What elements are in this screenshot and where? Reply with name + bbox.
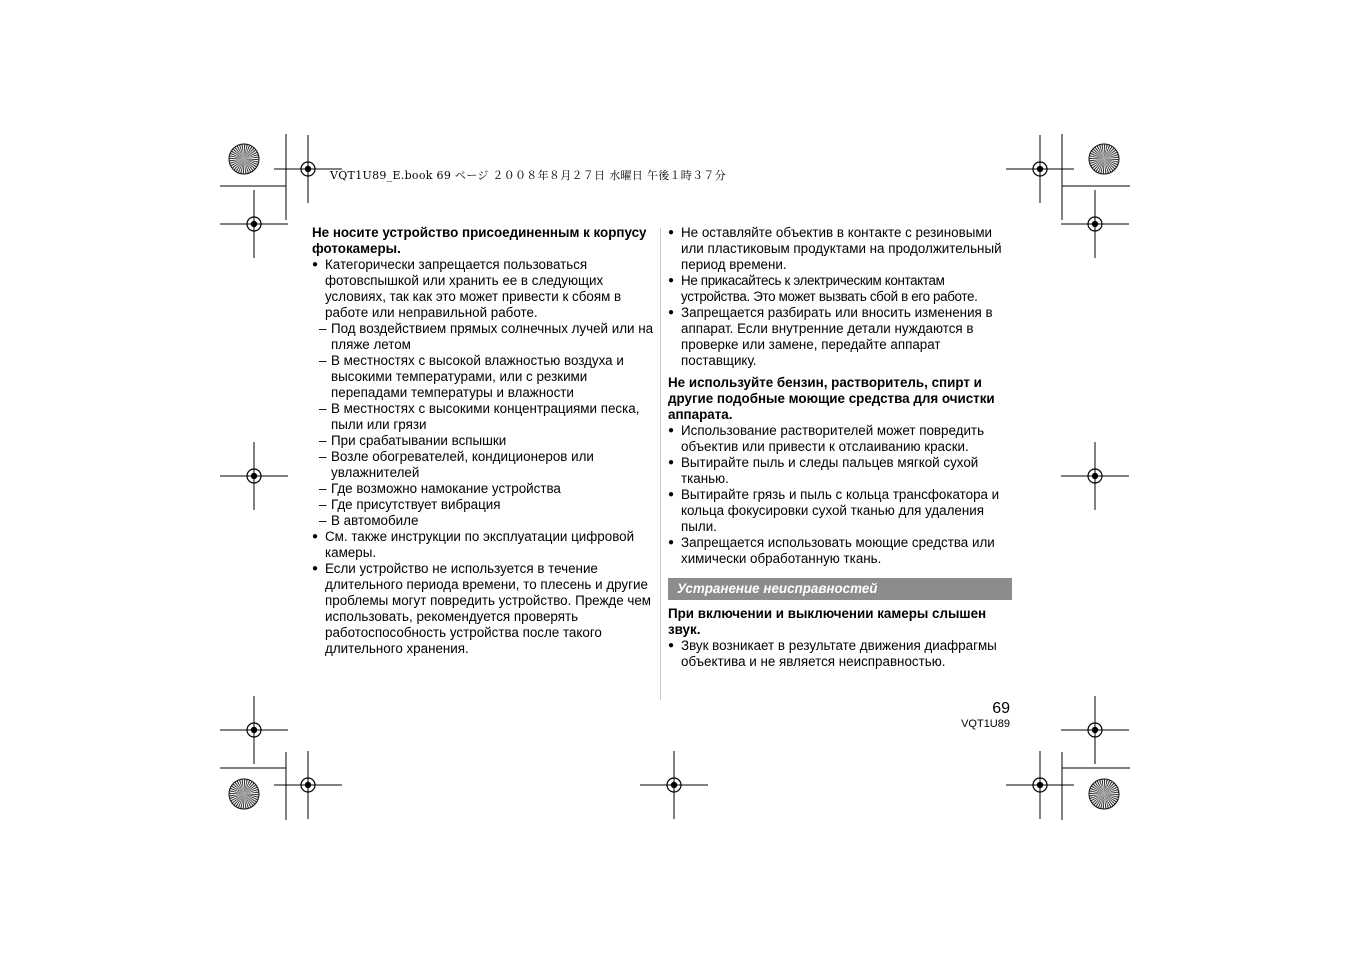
dash-item: – В местностях с высокой влажностью воздуха и высокими температурами, или с резкими перепадами температуры и влажности bbox=[312, 353, 655, 401]
heading-sound-on-power: При включении и выключении камеры слышен звук. bbox=[668, 606, 987, 637]
dash-item: – Возле обогревателей, кондиционеров или увлажнителей bbox=[312, 449, 655, 481]
registration-dot bbox=[671, 782, 677, 788]
dash-item: – Под воздействием прямых солнечных лучей или на пляже летом bbox=[312, 321, 655, 353]
bullet-long-storage: ● Если устройство не используется в течение длительного периода времени, то плесень и другие проблемы могут повредить устройство. Прежде чем использовать, рекомендуется проверять работоспособность устройства после такого длительного хранения. bbox=[312, 561, 655, 657]
heading-do-not-carry: Не носите устройство присоединенным к корпусу фотокамеры. bbox=[312, 225, 647, 256]
bullet-rubber-contact: ● Не оставляйте объектив в контакте с резиновыми или пластиковым продуктами на продолжительный период времени. bbox=[668, 225, 1012, 273]
bullet-electrical-contacts: ● Не прикасайтесь к электрическим контактам устройства. Это может вызвать сбой в его работе. bbox=[668, 273, 1012, 305]
bullet-see-camera-manual: ● См. также инструкции по эксплуатации цифровой камеры. bbox=[312, 529, 655, 561]
registration-dot bbox=[305, 782, 311, 788]
section-title-troubleshooting: Устранение неисправностей bbox=[668, 578, 1012, 600]
model-code: VQT1U89 bbox=[961, 718, 1010, 730]
registration-dot bbox=[1092, 473, 1098, 479]
dash-item: – В местностях с высокими концентрациями песка, пыли или грязи bbox=[312, 401, 655, 433]
registration-dot bbox=[1037, 782, 1043, 788]
column-divider bbox=[660, 228, 661, 700]
print-file-info: VQT1U89_E.book 69 ページ ２００８年８月２７日 水曜日 午後１時３７分 bbox=[330, 169, 727, 182]
registration-dot bbox=[1092, 221, 1098, 227]
bullet-cleaning: ● Запрещается использовать моющие средства или химически обработанную ткань. bbox=[668, 535, 1012, 567]
right-column bbox=[668, 225, 1012, 670]
registration-dot bbox=[251, 727, 257, 733]
bullet-no-disassembly: ● Запрещается разбирать или вносить изменения в аппарат. Если внутренние детали нуждаются в проверке или замене, передайте аппарат поставщику. bbox=[668, 305, 1012, 369]
left-column bbox=[312, 225, 655, 657]
bullet-cleaning: ● Использование растворителей может повредить объектив или привести к отслаиванию краски. bbox=[668, 423, 1012, 455]
bullet-cleaning: ● Вытирайте пыль и следы пальцев мягкой сухой тканью. bbox=[668, 455, 1012, 487]
dash-item: – Где присутствует вибрация bbox=[312, 497, 655, 513]
bullet-sound-explanation: ● Звук возникает в результате движения диафрагмы объектива и не является неисправностью. bbox=[668, 638, 1012, 670]
bullet-storage-conditions: ● Категорически запрещается пользоваться фотовспышкой или хранить ее в следующих условиях, так как это может привести к сбоям в работе или неправильной работе. bbox=[312, 257, 655, 321]
registration-dot bbox=[1092, 727, 1098, 733]
dash-item: – При срабатывании вспышки bbox=[312, 433, 655, 449]
dash-item: – В автомобиле bbox=[312, 513, 655, 529]
dash-item: – Где возможно намокание устройства bbox=[312, 481, 655, 497]
registration-dot bbox=[251, 473, 257, 479]
registration-dot bbox=[1037, 166, 1043, 172]
registration-dot bbox=[251, 221, 257, 227]
heading-no-solvents: Не используйте бензин, растворитель, спирт и другие подобные моющие средства для очистки аппарата. bbox=[668, 375, 995, 422]
registration-dot bbox=[305, 166, 311, 172]
bullet-cleaning: ● Вытирайте грязь и пыль с кольца трансфокатора и кольца фокусировки сухой тканью для удаления пыли. bbox=[668, 487, 1012, 535]
page-number: 69 bbox=[992, 700, 1010, 717]
